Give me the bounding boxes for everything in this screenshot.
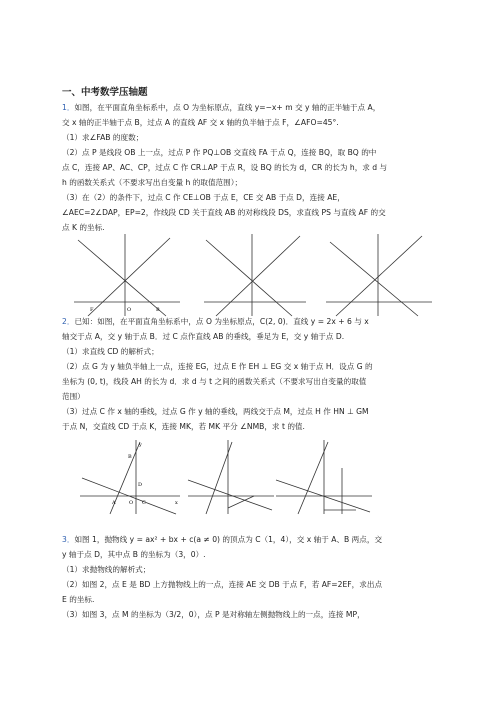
q2-number: 2． (62, 317, 75, 326)
q3-line-3: （1）求抛物线的解析式； (62, 565, 151, 574)
fig2-label-O: O (129, 500, 134, 506)
question-2 (62, 314, 434, 434)
q1-line-8: ∠AEC=2∠DAP，EP=2，作线段 CD 关于直线 AB 的对称线段 DS，求直线 PS 与直线 AF 的交 (62, 208, 386, 217)
q1-figure-3 (322, 232, 434, 318)
fig2-label-C: C (142, 500, 146, 506)
q3-line-4: （2）如图 2，点 E 是 BD 上方抛物线上的一点，连接 AE 交 DB 于点 F，若 AF=2EF，求出点 (62, 580, 383, 589)
q3-number: 3． (62, 535, 75, 544)
section-title: 一、中考数学压轴题 (62, 87, 148, 98)
label-O: O (127, 307, 132, 313)
q2-line-7: （3）过点 C 作 x 轴的垂线，过点 G 作 y 轴的垂线，两线交于点 M，过点 H 作 HN ⊥ GM (62, 407, 369, 416)
fig2-label-A: A (112, 500, 116, 506)
fig2-label-x: x (175, 500, 178, 506)
q1-line-3: （1）求∠FAB 的度数； (62, 133, 144, 142)
q1-line-1: 1．如图，在平面直角坐标系中，点 O 为坐标原点，直线 y=−x+ m 交 y 轴的正半轴于点 A， (62, 103, 381, 112)
q3-line-1: 3．如图 1，抛物线 y = ax² + bx + c(a ≠ 0) 的顶点为 C（1，4），交 x 轴于 A、B 两点，交 (62, 535, 383, 544)
q2-line-6: 范围） (62, 392, 85, 401)
q3-line-2: y 轴于点 D，其中点 B 的坐标为（3，0）. (62, 550, 206, 559)
q2-line-4: （2）点 G 为 y 轴负半轴上一点，连接 EG，过点 E 作 EH ⊥ EG 交 x 轴于点 H．设点 G 的 (62, 362, 373, 371)
q1-figure-2 (200, 232, 308, 318)
label-F: F (90, 307, 94, 313)
q1-line-7: （3）在（2）的条件下，过点 C 作 CE⊥OB 于点 E，CE 交 AB 于点 D，连接 AE， (62, 193, 345, 202)
q1-line-2: 交 x 轴的正半轴于点 B，过点 A 的直线 AF 交 x 轴的负半轴于点 F，∠AFO=45°. (62, 118, 339, 127)
q1-line-5: 点 C，连接 AP、AC、CP，过点 C 作 CR⊥AP 于点 R，设 BQ 的长为 d，CR 的长为 h，求 d 与 (62, 163, 388, 172)
q2-line-3: （1）求直线 CD 的解析式； (62, 347, 159, 356)
q3-line-5: E 的坐标. (62, 595, 95, 604)
q1-line-6: h 的函数关系式（不要求写出自变量 h 的取值范围）； (62, 178, 243, 187)
q2-figure-3 (272, 438, 376, 516)
q3-line-6: （3）如图 3，点 M 的坐标为（3/2，0），点 P 是对称轴左侧抛物线上的一点，连接 MP， (62, 610, 365, 619)
fig2-label-y: y (139, 442, 142, 448)
q1-figure-1 (70, 232, 182, 318)
q1-line-4: （2）点 P 是线段 OB 上一点，过点 P 作 PQ⊥OB 交直线 FA 于点 Q，连接 BQ，取 BQ 的中 (62, 148, 377, 157)
q2-figure-2 (184, 438, 276, 516)
fig2-label-D: D (138, 482, 143, 488)
question-3 (62, 532, 434, 622)
question-1 (62, 100, 434, 235)
q2-line-5: 坐标为 (0, t)，线段 AH 的长为 d．求 d 与 t 之间的函数关系式（不要求写出自变量的取值 (62, 377, 367, 386)
label-B: B (156, 307, 160, 313)
q2-figure-1 (76, 438, 184, 516)
q1-line-9: 点 K 的坐标. (62, 223, 105, 232)
q1-number: 1． (62, 103, 75, 112)
q2-line-8: 于点 N，交直线 CD 于点 K，连接 MK，若 MK 平分 ∠NMB，求 t 的值. (62, 422, 305, 431)
fig2-label-B: B (128, 454, 132, 460)
q2-line-2: 轴交于点 A，交 y 轴于点 B．过 C 点作直线 AB 的垂线，垂足为 E，交 y 轴于点 D. (62, 332, 345, 341)
q2-line-1: 2．已知：如图，在平面直角坐标系中，点 O 为坐标原点，C(2, 0)．直线 y = 2x + 6 与 x (62, 317, 369, 326)
